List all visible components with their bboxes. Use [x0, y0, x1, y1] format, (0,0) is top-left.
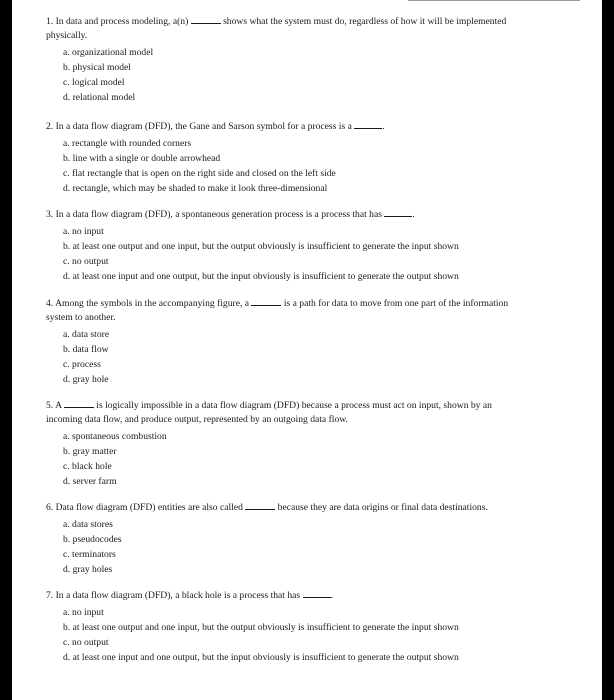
question-5-stem-line2: incoming data flow, and produce output, represented by an outgoing data flow.	[46, 414, 348, 425]
answer-blank	[64, 397, 94, 408]
option[interactable]: a. spontaneous combustion	[63, 431, 167, 442]
question-3-stem	[46, 206, 566, 222]
question-4-stem-after: is a path for data to move from one part of the information	[281, 298, 509, 309]
option[interactable]: c. flat rectangle that is open on the right side and closed on the left side	[63, 168, 336, 179]
answer-blank	[251, 295, 281, 306]
option[interactable]: c. process	[63, 359, 101, 370]
option[interactable]: d. at least one input and one output, but the input obviously is insufficient to generate the output shown	[63, 652, 459, 663]
question-6-stem-before: 6. Data flow diagram (DFD) entities are also called	[46, 502, 246, 513]
question-6-options	[63, 517, 566, 577]
option[interactable]: d. relational model	[63, 92, 136, 103]
question-3-stem-before: 3. In a data flow diagram (DFD), a spontaneous generation process is a process that has	[46, 209, 385, 220]
question-3-stem-after: .	[412, 209, 415, 220]
answer-blank	[354, 118, 382, 129]
option[interactable]: c. terminators	[63, 549, 116, 560]
worksheet-page	[12, 0, 602, 700]
question-1-stem	[46, 13, 566, 29]
question-5-stem-after: is logically impossible in a data flow diagram (DFD) because a process must act on input, shown by an	[93, 400, 492, 411]
question-7	[46, 587, 566, 665]
question-2-stem	[46, 118, 566, 134]
option[interactable]: c. black hole	[63, 461, 112, 472]
option[interactable]: a. organizational model	[63, 47, 154, 58]
answer-blank	[303, 587, 331, 598]
question-4-stem	[46, 295, 566, 311]
question-5-stem-before: 5. A	[46, 400, 64, 411]
question-1-stem-line2: physically.	[46, 30, 88, 41]
option[interactable]: d. gray hole	[63, 374, 109, 385]
question-1-options	[63, 45, 566, 105]
question-3-options	[63, 224, 566, 284]
option[interactable]: d. rectangle, which may be shaded to make it look three-dimensional	[63, 183, 328, 194]
question-2-stem-before: 2. In a data flow diagram (DFD), the Gane and Sarson symbol for a process is a	[46, 121, 355, 132]
question-2-stem-after: .	[382, 121, 385, 132]
option[interactable]: a. data stores	[63, 519, 113, 530]
question-4	[46, 295, 566, 387]
top-rule	[408, 0, 580, 1]
option[interactable]: b. at least one output and one input, but the output obviously is insufficient to generate the input shown	[63, 622, 459, 633]
option[interactable]: b. pseudocodes	[63, 534, 122, 545]
question-3	[46, 206, 566, 284]
option[interactable]: b. data flow	[63, 344, 109, 355]
option[interactable]: d. gray holes	[63, 564, 113, 575]
option[interactable]: b. line with a single or double arrowhead	[63, 153, 221, 164]
question-4-options	[63, 327, 566, 387]
option[interactable]: a. no input	[63, 607, 104, 618]
question-5	[46, 397, 566, 489]
option[interactable]: c. no output	[63, 256, 109, 267]
question-7-stem	[46, 587, 566, 603]
question-5-options	[63, 429, 566, 489]
question-7-stem-after: .	[330, 590, 333, 601]
question-2	[46, 118, 566, 196]
question-6	[46, 499, 566, 577]
question-1-stem-before: 1. In data and process modeling, a(n)	[46, 16, 191, 27]
option[interactable]: a. data store	[63, 329, 110, 340]
question-1-stem-after: shows what the system must do, regardless of how it will be implemented	[220, 16, 507, 27]
question-2-options	[63, 136, 566, 196]
option[interactable]: d. at least one input and one output, but the input obviously is insufficient to generate the output shown	[63, 271, 459, 282]
question-7-stem-before: 7. In a data flow diagram (DFD), a black hole is a process that has	[46, 590, 303, 601]
answer-blank	[191, 13, 221, 24]
option[interactable]: c. logical model	[63, 77, 125, 88]
option[interactable]: c. no output	[63, 637, 109, 648]
option[interactable]: b. physical model	[63, 62, 131, 73]
option[interactable]: a. no input	[63, 226, 104, 237]
question-5-stem	[46, 397, 566, 413]
question-4-stem-line2: system to another.	[46, 312, 116, 323]
option[interactable]: b. gray matter	[63, 446, 117, 457]
question-4-stem-before: 4. Among the symbols in the accompanying figure, a	[46, 298, 252, 309]
question-6-stem	[46, 499, 566, 515]
question-1	[46, 13, 566, 105]
option[interactable]: b. at least one output and one input, but the output obviously is insufficient to generate the input shown	[63, 241, 459, 252]
option[interactable]: a. rectangle with rounded corners	[63, 138, 192, 149]
answer-blank	[384, 206, 412, 217]
question-7-options	[63, 605, 566, 665]
question-6-stem-after: because they are data origins or final data destinations.	[275, 502, 488, 513]
option[interactable]: d. server farm	[63, 476, 117, 487]
answer-blank	[245, 499, 275, 510]
